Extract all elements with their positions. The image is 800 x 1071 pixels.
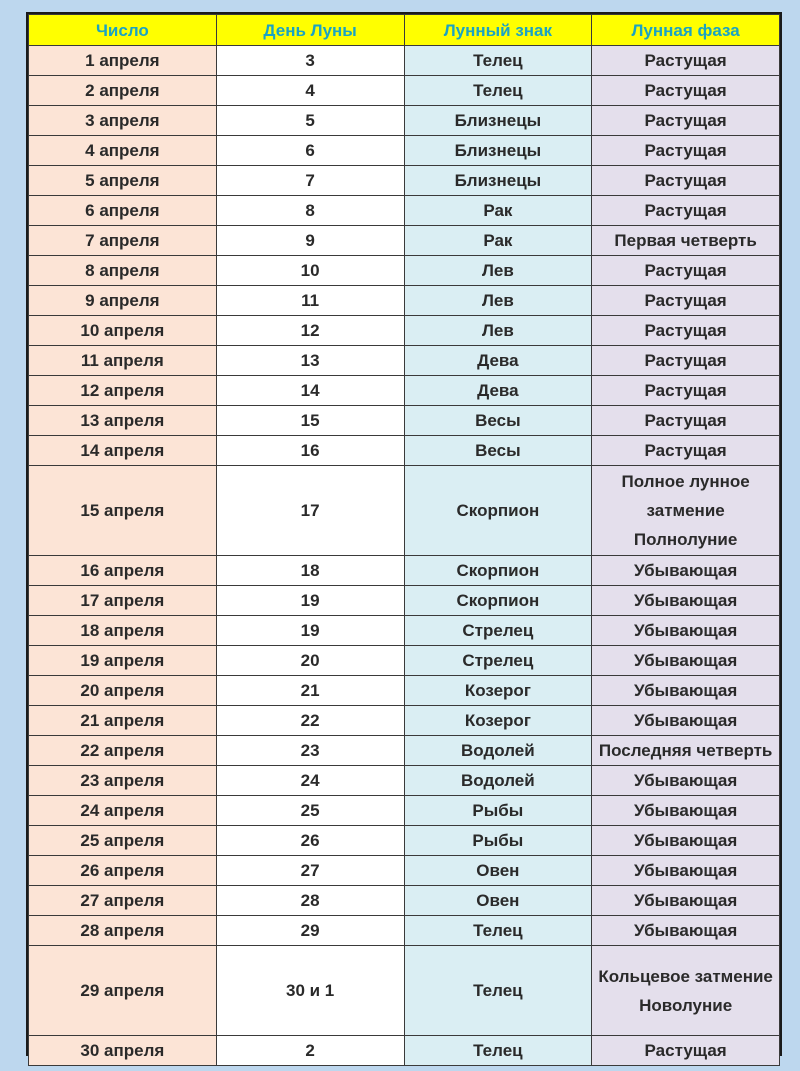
moon-phase-cell [592,466,780,556]
moon-sign-cell: Телец [404,1036,592,1066]
moon-sign-cell: Рак [404,196,592,226]
date-cell: 19 апреля [29,646,217,676]
moon-phase-line: Растущая [644,261,727,280]
date-cell: 15 апреля [29,466,217,556]
moon-phase-line: Убывающая [633,681,738,700]
moon-phase-line: Растущая [644,441,727,460]
moon-phase-cell [592,556,780,586]
moon-day-cell: 11 [216,286,404,316]
moon-day-cell: 19 [216,616,404,646]
moon-day-cell: 7 [216,166,404,196]
moon-phase-line: Убывающая [633,771,738,790]
moon-phase-cell [592,286,780,316]
table-row [29,226,780,256]
table-row [29,196,780,226]
date-cell: 12 апреля [29,376,217,406]
date-cell: 13 апреля [29,406,217,436]
moon-day-cell: 21 [216,676,404,706]
table-row [29,946,780,1036]
moon-sign-cell: Телец [404,76,592,106]
table-row [29,166,780,196]
moon-phase-line: Растущая [644,321,727,340]
moon-phase-line: Растущая [644,381,727,400]
moon-day-cell: 5 [216,106,404,136]
table-row [29,856,780,886]
table-row [29,886,780,916]
moon-sign-cell: Весы [404,436,592,466]
moon-day-cell: 26 [216,826,404,856]
moon-phase-line: Убывающая [633,561,738,580]
date-cell: 11 апреля [29,346,217,376]
table-row [29,316,780,346]
date-cell: 27 апреля [29,886,217,916]
moon-sign-cell: Лев [404,256,592,286]
moon-phase-cell [592,826,780,856]
moon-phase-cell [592,136,780,166]
moon-day-cell: 9 [216,226,404,256]
moon-phase-cell [592,46,780,76]
moon-sign-cell: Телец [404,946,592,1036]
moon-phase-cell [592,436,780,466]
moon-sign-cell: Рак [404,226,592,256]
moon-day-cell: 19 [216,586,404,616]
moon-day-cell: 15 [216,406,404,436]
table-row [29,76,780,106]
moon-phase-line: Растущая [644,1041,727,1060]
table-row [29,826,780,856]
moon-phase-line: Растущая [644,291,727,310]
moon-sign-cell: Овен [404,886,592,916]
moon-sign-cell: Дева [404,376,592,406]
moon-day-cell: 27 [216,856,404,886]
table-row [29,346,780,376]
moon-sign-cell: Лев [404,286,592,316]
moon-phase-cell [592,256,780,286]
moon-sign-cell: Стрелец [404,646,592,676]
moon-day-cell: 30 и 1 [216,946,404,1036]
lunar-calendar-frame [26,12,782,1060]
moon-day-cell: 13 [216,346,404,376]
moon-sign-cell: Козерог [404,676,592,706]
moon-phase-line: Новолуние [639,995,733,1015]
moon-day-cell: 12 [216,316,404,346]
moon-phase-line: Растущая [644,411,727,430]
moon-day-cell: 4 [216,76,404,106]
moon-day-cell: 8 [216,196,404,226]
table-row [29,46,780,76]
date-cell: 16 апреля [29,556,217,586]
table-header [29,15,780,46]
moon-phase-cell [592,886,780,916]
date-cell: 4 апреля [29,136,217,166]
moon-sign-cell: Скорпион [404,586,592,616]
table-row [29,466,780,556]
table-row [29,286,780,316]
date-cell: 2 апреля [29,76,217,106]
lunar-calendar-table [28,14,780,1066]
date-cell: 26 апреля [29,856,217,886]
moon-day-cell: 24 [216,766,404,796]
moon-phase-line: Кольцевое затмение [598,966,773,986]
moon-sign-cell: Близнецы [404,166,592,196]
date-cell: 20 апреля [29,676,217,706]
moon-day-cell: 20 [216,646,404,676]
moon-sign-cell: Рыбы [404,796,592,826]
moon-phase-cell [592,226,780,256]
date-cell: 18 апреля [29,616,217,646]
table-row [29,706,780,736]
table-row [29,436,780,466]
date-cell: 3 апреля [29,106,217,136]
moon-day-cell: 2 [216,1036,404,1066]
moon-day-cell: 17 [216,466,404,556]
moon-phase-cell [592,1036,780,1066]
moon-phase-line: Растущая [644,111,727,130]
date-cell: 14 апреля [29,436,217,466]
moon-sign-cell: Рыбы [404,826,592,856]
table-row [29,136,780,166]
date-cell: 7 апреля [29,226,217,256]
moon-phase-cell [592,376,780,406]
moon-day-cell: 16 [216,436,404,466]
moon-phase-cell [592,196,780,226]
moon-phase-cell [592,616,780,646]
moon-phase-line: Убывающая [633,591,738,610]
moon-phase-line: Убывающая [633,621,738,640]
moon-phase-line: Убывающая [633,861,738,880]
moon-phase-line: Растущая [644,201,727,220]
table-row [29,766,780,796]
moon-day-cell: 28 [216,886,404,916]
moon-day-cell: 23 [216,736,404,766]
moon-phase-line: Убывающая [633,891,738,910]
date-cell: 1 апреля [29,46,217,76]
moon-phase-cell [592,916,780,946]
moon-phase-line: затмение [646,501,725,520]
table-row [29,406,780,436]
moon-phase-cell [592,316,780,346]
moon-phase-line: Убывающая [633,801,738,820]
moon-day-cell: 25 [216,796,404,826]
moon-phase-line: Первая четверть [614,231,757,250]
header-moon-phase: Лунная фаза [592,15,780,46]
moon-phase-cell [592,856,780,886]
moon-day-cell: 18 [216,556,404,586]
date-cell: 29 апреля [29,946,217,1036]
moon-sign-cell: Лев [404,316,592,346]
table-row [29,916,780,946]
moon-day-cell: 22 [216,706,404,736]
header-date: Число [29,15,217,46]
moon-phase-cell [592,346,780,376]
moon-sign-cell: Водолей [404,766,592,796]
date-cell: 24 апреля [29,796,217,826]
moon-phase-cell [592,766,780,796]
moon-sign-cell: Овен [404,856,592,886]
moon-day-cell: 3 [216,46,404,76]
table-row [29,616,780,646]
moon-phase-line: Растущая [644,141,727,160]
moon-sign-cell: Телец [404,46,592,76]
moon-sign-cell: Близнецы [404,106,592,136]
table-row [29,796,780,826]
moon-sign-cell: Весы [404,406,592,436]
moon-phase-line: Растущая [644,171,727,190]
table-row [29,646,780,676]
date-cell: 21 апреля [29,706,217,736]
date-cell: 9 апреля [29,286,217,316]
date-cell: 22 апреля [29,736,217,766]
moon-phase-cell [592,166,780,196]
moon-day-cell: 6 [216,136,404,166]
moon-sign-cell: Близнецы [404,136,592,166]
date-cell: 10 апреля [29,316,217,346]
moon-phase-line: Убывающая [633,651,738,670]
header-moon-day: День Луны [216,15,404,46]
moon-phase-line: Растущая [644,51,727,70]
moon-sign-cell: Дева [404,346,592,376]
date-cell: 28 апреля [29,916,217,946]
table-row [29,676,780,706]
moon-phase-line: Растущая [644,351,727,370]
moon-phase-cell [592,706,780,736]
moon-sign-cell: Скорпион [404,556,592,586]
moon-phase-cell [592,796,780,826]
table-row [29,736,780,766]
date-cell: 23 апреля [29,766,217,796]
table-row [29,556,780,586]
moon-phase-line: Растущая [644,81,727,100]
moon-phase-line: Полное лунное [621,472,750,491]
moon-phase-line: Полнолуние [633,530,738,549]
header-row [29,15,780,46]
date-cell: 6 апреля [29,196,217,226]
moon-phase-cell [592,946,780,1036]
date-cell: 5 апреля [29,166,217,196]
moon-day-cell: 14 [216,376,404,406]
table-row [29,106,780,136]
moon-phase-cell [592,106,780,136]
moon-sign-cell: Козерог [404,706,592,736]
moon-sign-cell: Водолей [404,736,592,766]
table-row [29,586,780,616]
date-cell: 30 апреля [29,1036,217,1066]
moon-phase-cell [592,676,780,706]
moon-phase-line: Последняя четверть [598,741,773,760]
moon-sign-cell: Стрелец [404,616,592,646]
moon-phase-cell [592,736,780,766]
table-body [29,46,780,1066]
moon-sign-cell: Телец [404,916,592,946]
moon-phase-line: Убывающая [633,711,738,730]
table-row [29,1036,780,1066]
moon-phase-line: Убывающая [633,831,738,850]
moon-phase-cell [592,646,780,676]
moon-phase-cell [592,586,780,616]
date-cell: 25 апреля [29,826,217,856]
date-cell: 8 апреля [29,256,217,286]
moon-sign-cell: Скорпион [404,466,592,556]
header-moon-sign: Лунный знак [404,15,592,46]
moon-phase-cell [592,406,780,436]
date-cell: 17 апреля [29,586,217,616]
moon-day-cell: 29 [216,916,404,946]
table-row [29,376,780,406]
moon-phase-cell [592,76,780,106]
moon-phase-line: Убывающая [633,921,738,940]
moon-day-cell: 10 [216,256,404,286]
table-row [29,256,780,286]
